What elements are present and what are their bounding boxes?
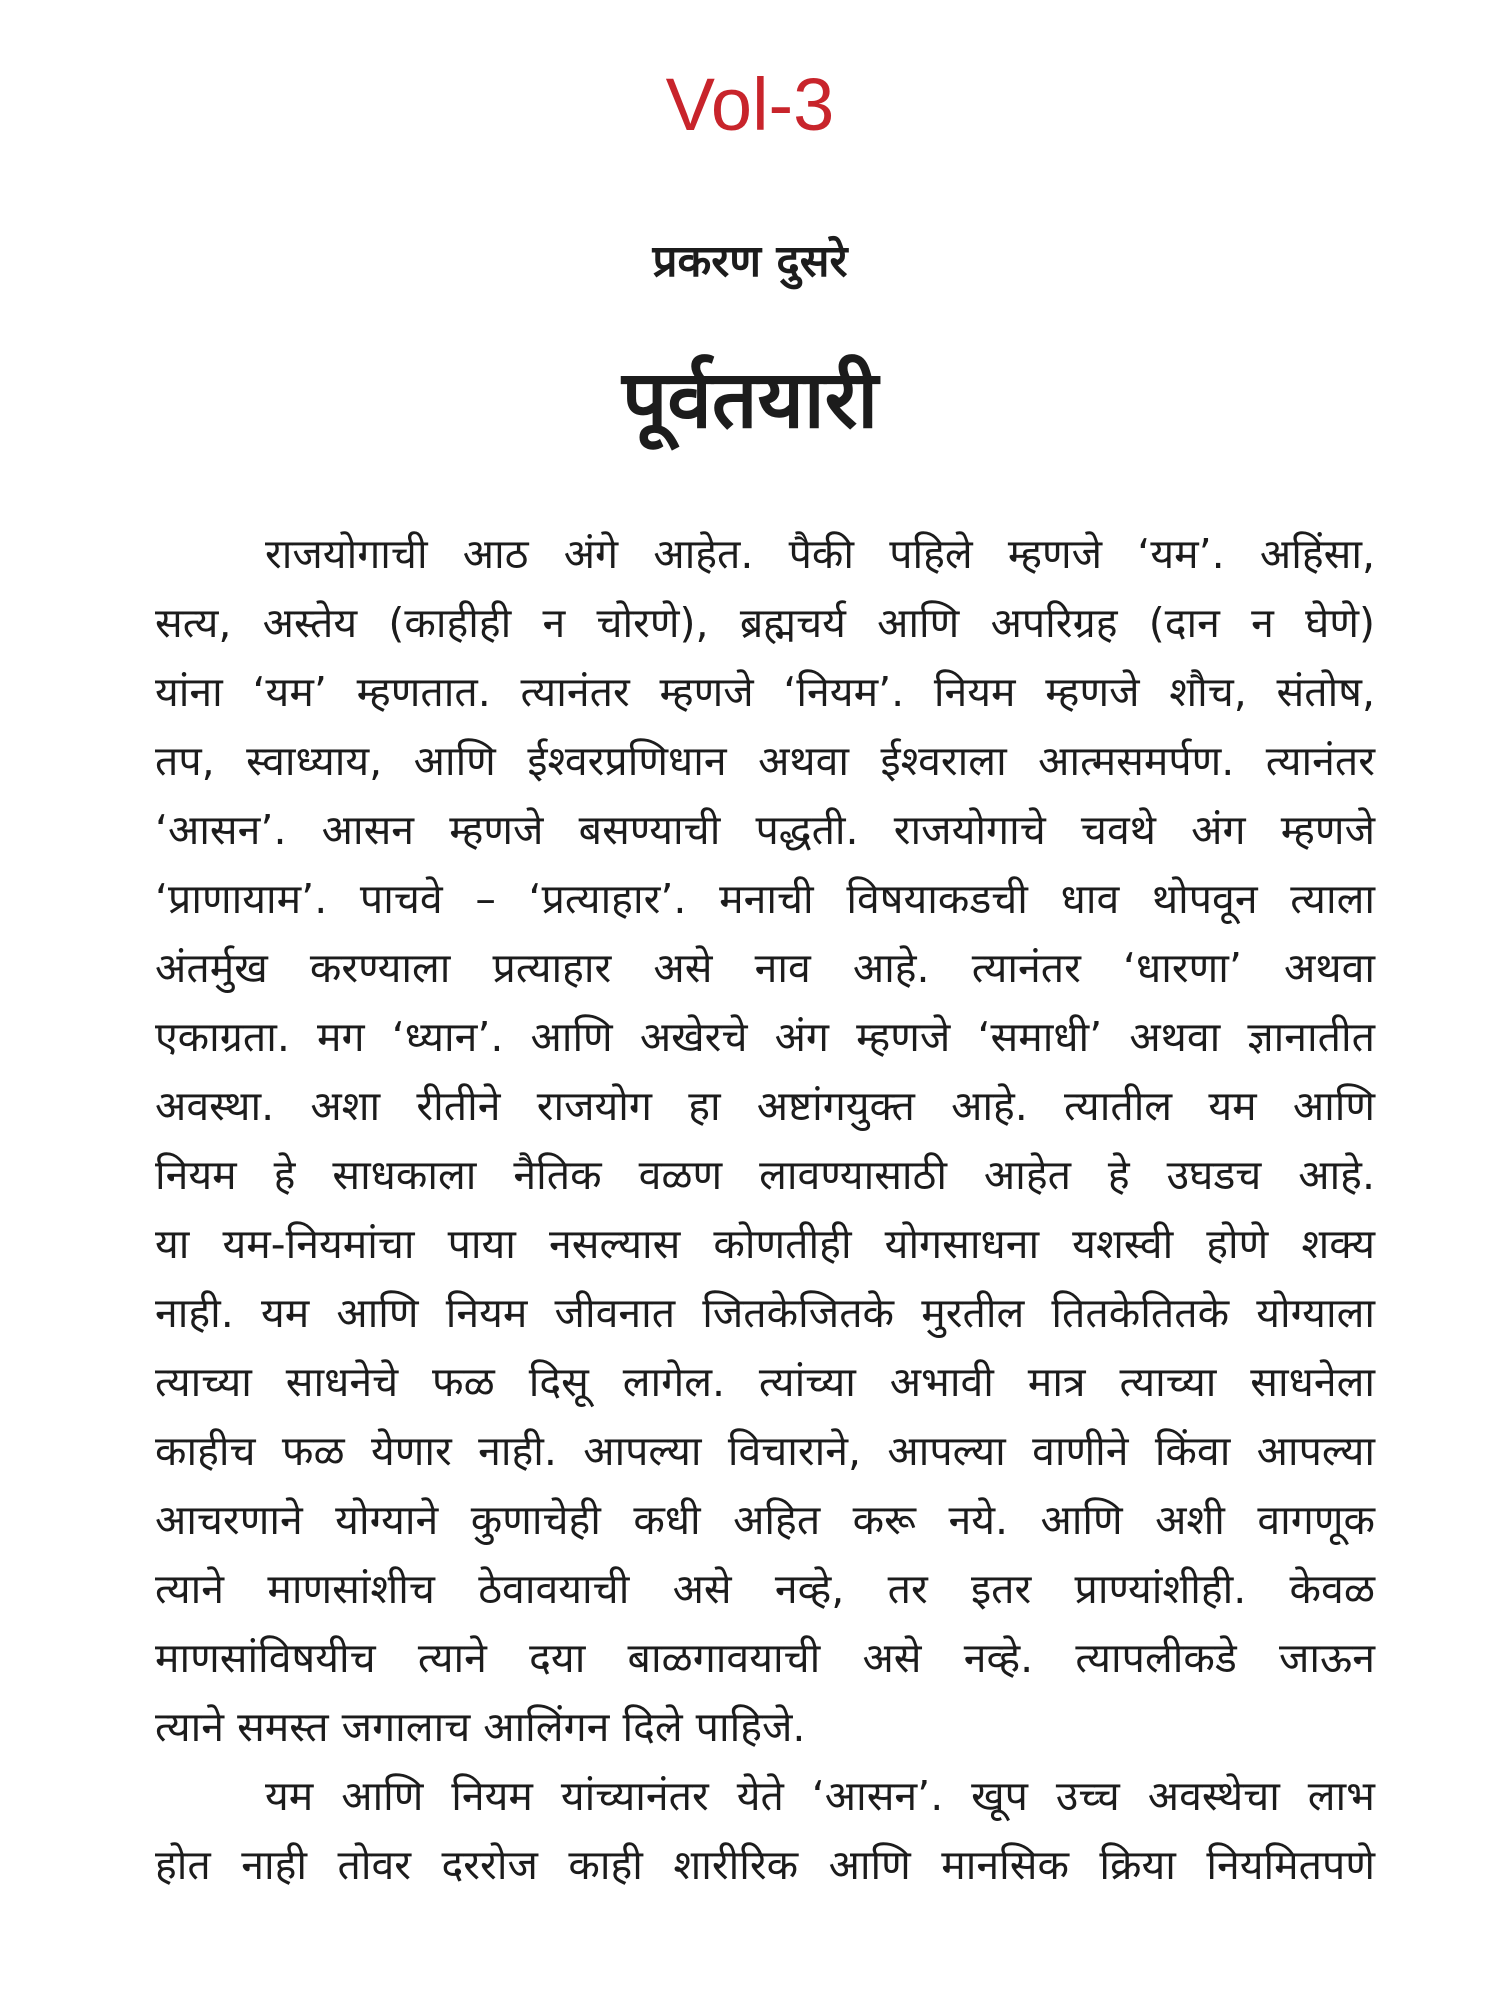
text-line: नाही. यम आणि नियम जीवनात जितकेजितके मुरतील तितकेतितके योग्याला xyxy=(155,1289,1375,1337)
chapter-heading: प्रकरण दुसरे xyxy=(652,236,848,287)
text-line: ‘प्राणायाम’. पाचवे – ‘प्रत्याहार’. मनाची विषयाकडची धाव थोपवून त्याला xyxy=(155,875,1375,923)
text-line: काहीच फळ येणार नाही. आपल्या विचाराने, आपल्या वाणीने किंवा आपल्या xyxy=(155,1427,1375,1475)
text-line: सत्य, अस्तेय (काहीही न चोरणे), ब्रह्मचर्य आणि अपरिग्रह (दान न घेणे) xyxy=(155,599,1375,647)
text-line: आचरणाने योग्याने कुणाचेही कधी अहित करू नये. आणि अशी वागणूक xyxy=(155,1496,1375,1544)
text-line: माणसांविषयीच त्याने दया बाळगावयाची असे नव्हे. त्यापलीकडे जाऊन xyxy=(155,1634,1375,1682)
text-line: यम आणि नियम यांच्यानंतर येते ‘आसन’. खूप उच्च अवस्थेचा लाभ xyxy=(265,1772,1375,1820)
text-line: या यम-नियमांचा पाया नसल्यास कोणतीही योगसाधना यशस्वी होणे शक्य xyxy=(155,1220,1375,1268)
text-line: त्याने समस्त जगालाच आलिंगन दिले पाहिजे. xyxy=(155,1703,806,1751)
text-line: त्याने माणसांशीच ठेवावयाची असे नव्हे, तर इतर प्राण्यांशीही. केवळ xyxy=(155,1565,1375,1613)
text-line: यांना ‘यम’ म्हणतात. त्यानंतर म्हणजे ‘नियम’. नियम म्हणजे शौच, संतोष, xyxy=(155,668,1375,716)
body-text xyxy=(155,520,1375,1900)
page-title: पूर्वतयारी xyxy=(621,353,879,446)
text-line: त्याच्या साधनेचे फळ दिसू लागेल. त्यांच्या अभावी मात्र त्याच्या साधनेला xyxy=(155,1358,1375,1406)
text-line: राजयोगाची आठ अंगे आहेत. पैकी पहिले म्हणजे ‘यम’. अहिंसा, xyxy=(265,530,1375,578)
text-line: तप, स्वाध्याय, आणि ईश्वरप्रणिधान अथवा ईश्वराला आत्मसमर्पण. त्यानंतर xyxy=(155,737,1375,785)
text-line: अंतर्मुख करण्याला प्रत्याहार असे नाव आहे. त्यानंतर ‘धारणा’ अथवा xyxy=(155,944,1375,992)
volume-label: Vol-3 xyxy=(665,63,835,146)
text-line: एकाग्रता. मग ‘ध्यान’. आणि अखेरचे अंग म्हणजे ‘समाधी’ अथवा ज्ञानातीत xyxy=(155,1013,1375,1061)
text-line: नियम हे साधकाला नैतिक वळण लावण्यासाठी आहेत हे उघडच आहे. xyxy=(155,1151,1375,1199)
text-line: ‘आसन’. आसन म्हणजे बसण्याची पद्धती. राजयोगाचे चवथे अंग म्हणजे xyxy=(155,806,1375,854)
text-line: अवस्था. अशा रीतीने राजयोग हा अष्टांगयुक्त आहे. त्यातील यम आणि xyxy=(155,1082,1375,1130)
text-line: होत नाही तोवर दररोज काही शारीरिक आणि मानसिक क्रिया नियमितपणे xyxy=(155,1841,1375,1889)
